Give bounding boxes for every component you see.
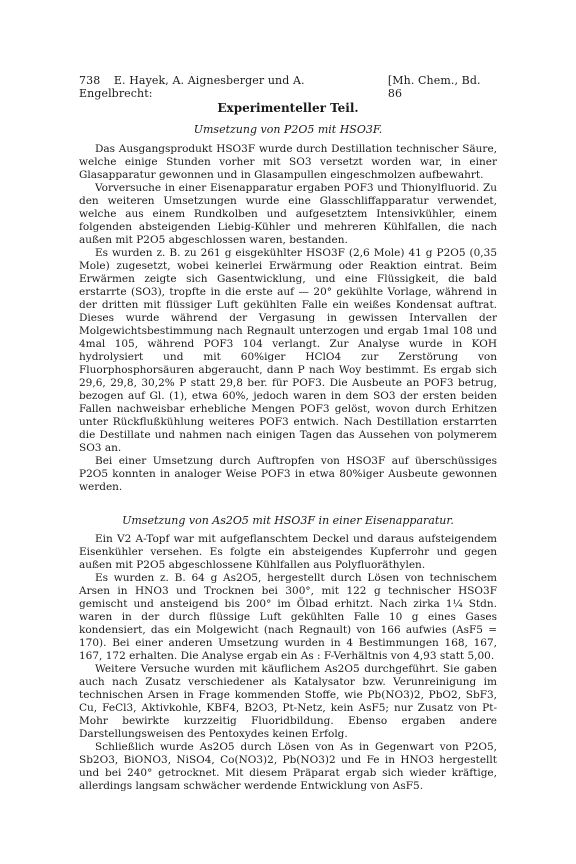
- paragraph: Bei einer Umsetzung durch Auftropfen von HSO3F auf überschüssiges P2O5 konnten in analoger Weise POF3 in etwa 80%iger Ausbeute gewonnen werden.: [79, 455, 497, 493]
- page-number: 738: [79, 74, 101, 87]
- subsection-heading-1: Umsetzung von P2O5 mit HSO3F.: [193, 123, 383, 136]
- section1-body: [79, 143, 497, 494]
- header-left: [79, 74, 388, 100]
- paragraph: Es wurden z. B. 64 g As2O5, hergestellt durch Lösen von technischem Arsen in HNO3 und Trocknen bei 300°, mit 122 g technischer HSO3F gemischt und ansteigend bis 200° im Ölbad erhitzt. Nach zirka 1¼ Stdn. waren in der durch flüssige Luft gekühlten Falle 10 g eines Gases kondensiert, das ein Molgewicht (nach Regnault) von 166 aufwies (AsF5 = 170). Bei einer anderen Umsetzung wurden in 4 Bestimmungen 168, 167, 167, 172 erhalten. Die Analyse ergab ein As : F-Verhältnis von 4,93 statt 5,00.: [79, 572, 497, 662]
- paragraph: Vorversuche in einer Eisenapparatur ergaben POF3 und Thionylfluorid. Zu den weiteren Umsetzungen wurde eine Glasschliffapparatur verwendet, welche aus einem Rundkolben und aufgesetztem Intensivkühler, einem folgenden absteigenden Liebig-Kühler und mehreren Kühlfallen, die nach außen mit P2O5 abgeschlossen waren, bestanden.: [79, 182, 497, 246]
- subsection-heading-2: Umsetzung von As2O5 mit HSO3F in einer Eisenapparatur.: [122, 514, 454, 527]
- paragraph: Ein V2 A-Topf war mit aufgeflanschtem Deckel und daraus aufsteigendem Eisenkühler versehen. Es folgte ein absteigendes Kupferrohr und gegen außen mit P2O5 abgeschlossene Kühlfallen aus Polyfluoräthylen.: [79, 533, 497, 571]
- paragraph: Das Ausgangsprodukt HSO3F wurde durch Destillation technischer Säure, welche einige Stunden vorher mit SO3 versetzt worden war, in einer Glasapparatur gewonnen und in Glasampullen eingeschmolzen aufbewahrt.: [79, 143, 497, 181]
- section2-body: [79, 533, 497, 793]
- header-journal: [Mh. Chem., Bd. 86: [387, 74, 481, 100]
- paragraph: Es wurden z. B. zu 261 g eisgekühlter HSO3F (2,6 Mole) 41 g P2O5 (0,35 Mole) zugesetzt, wobei keinerlei Erwärmung oder Reaktion eintrat. Beim Erwärmen zeigte sich Gasentwicklung, und eine Flüssigkeit, die bald erstarrte (SO3), tropfte in die erste auf — 20° gekühlte Vorlage, während in der dritten mit flüssiger Luft gekühlten Falle ein weißes Kondensat auftrat. Dieses wurde während der Vergasung in gewissen Intervallen der Molgewichtsbestimmung nach Regnault unterzogen und ergab 1mal 108 und 4mal 105, während POF3 104 verlangt. Zur Analyse wurde in KOH hydrolysiert und mit 60%iger HClO4 zur Zerstörung von Fluorphosphorsäuren abgeraucht, dann P nach Woy bestimmt. Es ergab sich 29,6, 29,8, 30,2% P statt 29,8 ber. für POF3. Die Ausbeute an POF3 betrug, bezogen auf Gl. (1), etwa 60%, jedoch waren in dem SO3 der ersten beiden Fallen nachweisbar erhebliche Mengen POF3 gelöst, wovon durch Erhitzen unter Rückflußkühlung weiteres POF3 entwich. Nach Destillation erstarrten die Destillate und nahmen nach einigen Tagen das Aussehen von polymerem SO3 an.: [79, 247, 497, 454]
- section-title: Experimenteller Teil.: [217, 101, 359, 115]
- paragraph: Schließlich wurde As2O5 durch Lösen von As in Gegenwart von P2O5, Sb2O3, BiONO3, NiSO4, Co(NO3)2, Pb(NO3)2 und Fe in HNO3 hergestellt und bei 240° getrocknet. Mit diesem Präparat ergab sich wieder kräftige, allerdings langsam schwächer werdende Entwicklung von AsF5.: [79, 741, 497, 792]
- running-header: [79, 74, 497, 100]
- paragraph: Weitere Versuche wurden mit käuflichem As2O5 durchgeführt. Sie gaben auch nach Zusatz verschiedener als Katalysator bzw. Verunreinigung im technischen Arsen in Frage kommenden Stoffe, wie Pb(NO3)2, PbO2, SbF3, Cu, FeCl3, Aktivkohle, KBF4, B2O3, Pt-Netz, kein AsF5; nur Zusatz von Pt-Mohr bewirkte kurzzeitig Fluoridbildung. Ebenso ergaben andere Darstellungsweisen des Pentoxydes keinen Erfolg.: [79, 663, 497, 740]
- header-authors: E. Hayek, A. Aignesberger und A. Engelbrecht:: [79, 74, 305, 100]
